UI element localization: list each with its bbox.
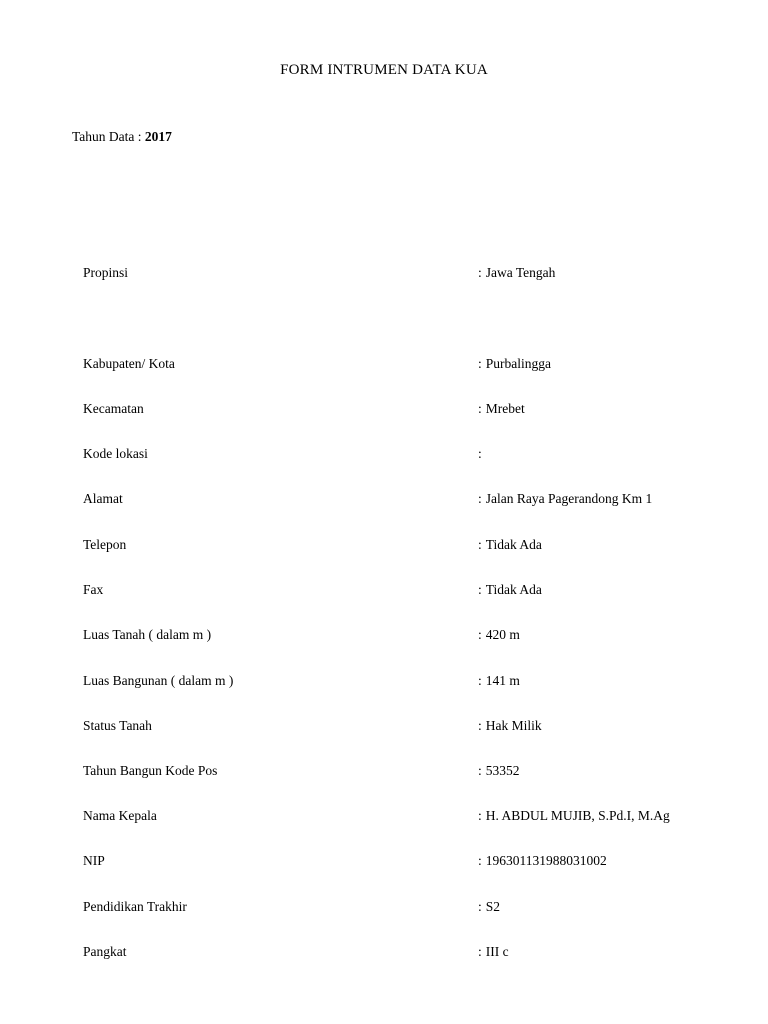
field-label: Luas Bangunan ( dalam m ) bbox=[83, 673, 234, 688]
field-row-kabupaten bbox=[0, 356, 768, 376]
year-label: Tahun Data : bbox=[72, 129, 142, 144]
field-separator: : bbox=[478, 808, 482, 823]
year-line bbox=[72, 129, 172, 145]
field-label: Alamat bbox=[83, 491, 123, 506]
field-separator: : bbox=[478, 356, 482, 371]
field-row-nip bbox=[0, 853, 768, 873]
field-value-text: Jawa Tengah bbox=[485, 265, 556, 280]
field-separator: : bbox=[478, 537, 482, 552]
field-separator: : bbox=[478, 853, 482, 868]
field-value-text: 53352 bbox=[485, 763, 520, 778]
field-value bbox=[478, 763, 520, 779]
field-value bbox=[478, 718, 542, 734]
field-separator: : bbox=[478, 673, 482, 688]
field-value-text: III c bbox=[485, 944, 509, 959]
year-value: 2017 bbox=[144, 129, 172, 144]
field-separator: : bbox=[478, 944, 482, 959]
field-separator: : bbox=[478, 763, 482, 778]
field-value-text: Mrebet bbox=[485, 401, 525, 416]
field-label: Kode lokasi bbox=[83, 446, 148, 461]
field-row-luas-tanah bbox=[0, 627, 768, 647]
field-row-tahun-bangun bbox=[0, 763, 768, 783]
field-row-kode-lokasi bbox=[0, 446, 768, 466]
field-separator: : bbox=[478, 265, 482, 280]
field-value bbox=[478, 808, 670, 824]
field-value bbox=[478, 944, 509, 960]
field-value bbox=[478, 582, 542, 598]
field-value-text: 141 m bbox=[485, 673, 520, 688]
field-row-alamat bbox=[0, 491, 768, 511]
field-row-status-tanah bbox=[0, 718, 768, 738]
field-label: Kabupaten/ Kota bbox=[83, 356, 175, 371]
field-value-text: Tidak Ada bbox=[485, 582, 542, 597]
field-label: Luas Tanah ( dalam m ) bbox=[83, 627, 212, 642]
field-value bbox=[478, 899, 500, 915]
field-value-text: Tidak Ada bbox=[485, 537, 542, 552]
field-label: Nama Kepala bbox=[83, 808, 157, 823]
field-row-fax bbox=[0, 582, 768, 602]
field-label: Kecamatan bbox=[83, 401, 144, 416]
field-row-kecamatan bbox=[0, 401, 768, 421]
field-label: Pangkat bbox=[83, 944, 127, 959]
field-value-text: Jalan Raya Pagerandong Km 1 bbox=[485, 491, 653, 506]
field-value-text: Purbalingga bbox=[485, 356, 552, 371]
field-separator: : bbox=[478, 627, 482, 642]
field-separator: : bbox=[478, 446, 482, 461]
field-separator: : bbox=[478, 582, 482, 597]
field-value-text: H. ABDUL MUJIB, S.Pd.I, M.Ag bbox=[485, 808, 670, 823]
field-label: Tahun Bangun Kode Pos bbox=[83, 763, 218, 778]
field-separator: : bbox=[478, 491, 482, 506]
field-row-pendidikan bbox=[0, 899, 768, 919]
document-title: FORM INTRUMEN DATA KUA bbox=[280, 62, 488, 78]
field-row-luas-bangunan bbox=[0, 673, 768, 693]
field-separator: : bbox=[478, 899, 482, 914]
field-value-text: 420 m bbox=[485, 627, 520, 642]
field-row-nama-kepala bbox=[0, 808, 768, 828]
field-separator: : bbox=[478, 401, 482, 416]
field-row-telepon bbox=[0, 537, 768, 557]
field-separator: : bbox=[478, 718, 482, 733]
field-row-pangkat bbox=[0, 944, 768, 964]
field-value bbox=[478, 853, 607, 869]
field-label: Propinsi bbox=[83, 265, 129, 280]
field-label: Status Tanah bbox=[83, 718, 152, 733]
field-value bbox=[478, 446, 486, 462]
field-row-propinsi bbox=[0, 265, 768, 285]
field-label: NIP bbox=[83, 853, 105, 868]
field-label: Pendidikan Trakhir bbox=[83, 899, 187, 914]
field-value-text: S2 bbox=[485, 899, 501, 914]
field-value bbox=[478, 537, 542, 553]
field-value bbox=[478, 627, 520, 643]
field-value-text: 196301131988031002 bbox=[485, 853, 607, 868]
field-value bbox=[478, 491, 652, 507]
field-label: Fax bbox=[83, 582, 104, 597]
field-label: Telepon bbox=[83, 537, 127, 552]
field-value bbox=[478, 356, 551, 372]
field-value bbox=[478, 401, 525, 417]
field-value bbox=[478, 265, 555, 281]
field-value-text: Hak Milik bbox=[485, 718, 542, 733]
field-value bbox=[478, 673, 520, 689]
